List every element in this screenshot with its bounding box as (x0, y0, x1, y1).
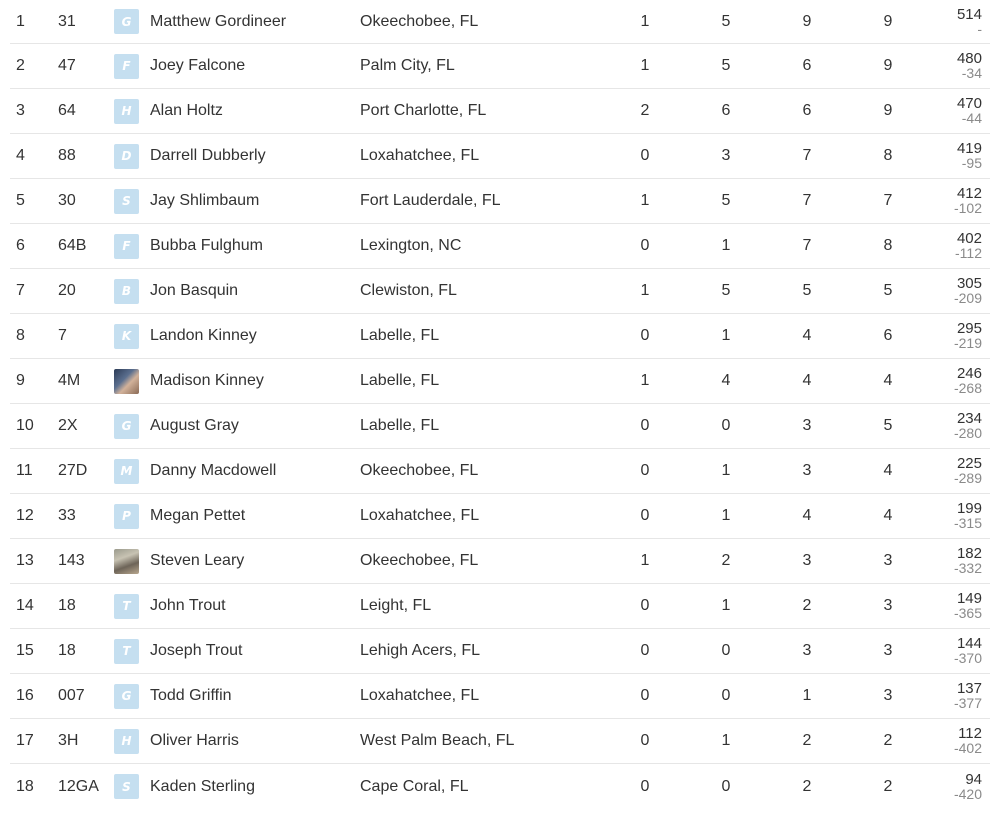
points-cell (954, 539, 982, 583)
car-number-cell: 18 (58, 642, 76, 659)
points-cell (957, 134, 982, 178)
table-row[interactable] (10, 494, 990, 539)
table-row[interactable] (10, 764, 990, 809)
stat-cell-4: 6 (883, 327, 893, 344)
points-total: 199 (956, 500, 982, 517)
position-cell: 17 (16, 732, 34, 749)
table-row[interactable] (10, 404, 990, 449)
avatar[interactable]: K (114, 324, 139, 349)
driver-name[interactable]: Jay Shlimbaum (150, 192, 260, 209)
stat-cell-4: 5 (883, 282, 893, 299)
table-row[interactable] (10, 449, 990, 494)
points-behind: -315 (953, 515, 982, 531)
stat-cell-4: 8 (883, 147, 893, 164)
stat-cell-2: 5 (721, 192, 731, 209)
stat-cell-2: 3 (721, 147, 731, 164)
stat-cell-3: 2 (802, 732, 812, 749)
stat-cell-3: 2 (802, 597, 812, 614)
stat-cell-4: 9 (883, 102, 893, 119)
hometown-cell: Lexington, NC (360, 237, 462, 254)
points-behind: - (977, 20, 982, 37)
avatar[interactable]: G (114, 9, 139, 34)
avatar-cell (114, 0, 139, 43)
position-cell: 5 (16, 192, 25, 209)
hometown-cell: Leight, FL (360, 597, 432, 614)
points-behind: -365 (953, 605, 982, 621)
car-number-cell: 31 (58, 12, 76, 30)
avatar[interactable] (114, 549, 139, 574)
stat-cell-3: 7 (802, 192, 812, 209)
stat-cell-3: 7 (802, 237, 812, 254)
avatar-cell (114, 224, 139, 268)
points-total: 246 (956, 365, 982, 382)
position-cell: 6 (16, 237, 25, 254)
stat-cell-4: 5 (883, 417, 893, 434)
driver-name[interactable]: Joseph Trout (150, 642, 243, 659)
hometown-cell: Cape Coral, FL (360, 777, 469, 795)
table-row[interactable] (10, 719, 990, 764)
table-row[interactable] (10, 224, 990, 269)
driver-name[interactable]: Steven Leary (150, 552, 245, 569)
points-total: 149 (956, 590, 982, 607)
driver-name[interactable]: Landon Kinney (150, 327, 257, 344)
stat-cell-2: 2 (721, 552, 731, 569)
points-behind: -219 (953, 335, 982, 351)
points-total: 305 (956, 275, 982, 292)
points-total: 112 (958, 725, 982, 742)
stat-cell-1: 0 (640, 777, 650, 795)
points-cell (957, 0, 982, 43)
stat-cell-1: 0 (640, 597, 650, 614)
avatar[interactable]: B (114, 279, 139, 304)
points-total: 94 (965, 770, 982, 788)
points-total: 419 (956, 140, 982, 157)
avatar[interactable]: G (114, 684, 139, 709)
avatar[interactable]: T (114, 594, 139, 619)
driver-name[interactable]: Darrell Dubberly (150, 147, 266, 164)
table-row[interactable] (10, 179, 990, 224)
stat-cell-1: 0 (640, 237, 650, 254)
avatar-cell (114, 539, 139, 583)
hometown-cell: Clewiston, FL (360, 282, 457, 299)
stat-cell-1: 1 (640, 552, 650, 569)
avatar-cell (114, 179, 139, 223)
position-cell: 18 (16, 777, 34, 795)
points-cell (954, 449, 982, 493)
stat-cell-1: 1 (640, 57, 650, 74)
avatar-cell (114, 449, 139, 493)
stat-cell-2: 1 (721, 732, 731, 749)
stat-cell-3: 6 (802, 102, 812, 119)
hometown-cell: Loxahatchee, FL (360, 507, 480, 524)
stat-cell-1: 0 (640, 147, 650, 164)
points-cell (954, 764, 982, 809)
stat-cell-1: 1 (640, 372, 650, 389)
car-number-cell: 88 (58, 147, 76, 164)
stat-cell-2: 0 (721, 687, 731, 704)
table-row[interactable] (10, 269, 990, 314)
car-number-cell: 3H (58, 732, 79, 749)
stat-cell-3: 3 (802, 462, 812, 479)
points-total: 514 (956, 5, 982, 23)
stat-cell-1: 0 (640, 642, 650, 659)
points-cell (954, 629, 982, 673)
stat-cell-2: 1 (721, 237, 731, 254)
hometown-cell: Okeechobee, FL (360, 552, 479, 569)
driver-name[interactable]: Todd Griffin (150, 687, 232, 704)
avatar[interactable]: S (114, 189, 139, 214)
position-cell: 7 (16, 282, 25, 299)
avatar[interactable]: H (114, 729, 139, 754)
car-number-cell: 18 (58, 597, 76, 614)
avatar-cell (114, 674, 139, 718)
stat-cell-2: 1 (721, 507, 731, 524)
points-total: 182 (956, 545, 982, 562)
points-cell (955, 224, 982, 268)
hometown-cell: Lehigh Acers, FL (360, 642, 481, 659)
stat-cell-2: 0 (721, 642, 731, 659)
table-row[interactable] (10, 89, 990, 134)
points-total: 402 (956, 230, 982, 247)
stat-cell-2: 5 (721, 282, 731, 299)
position-cell: 3 (16, 102, 25, 119)
position-cell: 12 (16, 507, 34, 524)
stat-cell-4: 4 (883, 462, 893, 479)
points-cell (954, 359, 982, 403)
stat-cell-2: 1 (721, 462, 731, 479)
stat-cell-3: 5 (802, 282, 812, 299)
driver-name[interactable]: Jon Basquin (150, 282, 239, 299)
car-number-cell: 47 (58, 57, 76, 74)
stat-cell-4: 3 (883, 687, 893, 704)
standings-table (10, 0, 990, 809)
points-total: 295 (956, 320, 982, 337)
points-behind: -289 (953, 470, 982, 486)
avatar-cell (114, 314, 139, 358)
points-cell (954, 584, 982, 628)
table-row[interactable] (10, 359, 990, 404)
table-row[interactable] (10, 584, 990, 629)
stat-cell-1: 0 (640, 462, 650, 479)
avatar-cell (114, 494, 139, 538)
car-number-cell: 64 (58, 102, 76, 119)
avatar-cell (114, 44, 139, 88)
points-cell (954, 494, 982, 538)
table-row[interactable] (10, 314, 990, 359)
avatar[interactable] (114, 369, 139, 394)
hometown-cell: West Palm Beach, FL (360, 732, 515, 749)
hometown-cell: Okeechobee, FL (360, 12, 479, 30)
car-number-cell: 27D (58, 462, 88, 479)
stat-cell-4: 3 (883, 597, 893, 614)
driver-name[interactable]: Danny Macdowell (150, 462, 277, 479)
avatar-cell (114, 404, 139, 448)
points-cell (954, 179, 982, 223)
points-behind: -34 (961, 65, 982, 81)
hometown-cell: Labelle, FL (360, 372, 440, 389)
car-number-cell: 4M (58, 372, 81, 389)
stat-cell-3: 3 (802, 417, 812, 434)
points-behind: -268 (953, 380, 982, 396)
points-behind: -95 (961, 155, 982, 171)
points-behind: -112 (955, 245, 982, 261)
position-cell: 4 (16, 147, 25, 164)
points-cell (954, 404, 982, 448)
stat-cell-4: 4 (883, 372, 893, 389)
car-number-cell: 143 (58, 552, 85, 569)
position-cell: 9 (16, 372, 25, 389)
stat-cell-2: 4 (721, 372, 731, 389)
stat-cell-3: 3 (802, 552, 812, 569)
stat-cell-3: 2 (802, 777, 812, 795)
position-cell: 1 (16, 12, 25, 30)
points-behind: -280 (953, 425, 982, 441)
points-total: 480 (956, 50, 982, 67)
driver-name[interactable]: Kaden Sterling (150, 777, 255, 795)
points-behind: -370 (953, 650, 982, 666)
stat-cell-2: 6 (721, 102, 731, 119)
points-total: 234 (956, 410, 982, 427)
car-number-cell: 64B (58, 237, 87, 254)
stat-cell-4: 4 (883, 507, 893, 524)
points-cell (954, 314, 982, 358)
table-row[interactable] (10, 44, 990, 89)
stat-cell-4: 2 (883, 777, 893, 795)
stat-cell-1: 0 (640, 687, 650, 704)
hometown-cell: Labelle, FL (360, 327, 440, 344)
driver-name[interactable]: Matthew Gordineer (150, 12, 287, 30)
stat-cell-4: 2 (883, 732, 893, 749)
avatar-cell (114, 629, 139, 673)
car-number-cell: 20 (58, 282, 76, 299)
points-cell (957, 89, 982, 133)
driver-name[interactable]: Megan Pettet (150, 507, 246, 524)
stat-cell-2: 1 (721, 597, 731, 614)
stat-cell-4: 3 (883, 642, 893, 659)
driver-name[interactable]: Joey Falcone (150, 57, 246, 74)
stat-cell-1: 0 (640, 507, 650, 524)
table-row[interactable] (10, 134, 990, 179)
car-number-cell: 33 (58, 507, 76, 524)
avatar[interactable]: G (114, 414, 139, 439)
points-behind: -377 (953, 695, 982, 711)
driver-name[interactable]: John Trout (150, 597, 226, 614)
stat-cell-1: 2 (640, 102, 650, 119)
points-cell (957, 44, 982, 88)
points-behind: -209 (953, 290, 982, 306)
avatar[interactable]: S (114, 774, 139, 799)
position-cell: 13 (16, 552, 34, 569)
points-behind: -402 (953, 740, 982, 756)
stat-cell-4: 9 (883, 57, 893, 74)
table-row[interactable] (10, 674, 990, 719)
points-total: 137 (956, 680, 982, 697)
stat-cell-1: 0 (640, 417, 650, 434)
hometown-cell: Labelle, FL (360, 417, 440, 434)
points-total: 144 (956, 635, 982, 652)
car-number-cell: 12GA (58, 777, 99, 795)
points-behind: -332 (953, 560, 982, 576)
driver-name[interactable]: August Gray (150, 417, 239, 434)
avatar-cell (114, 584, 139, 628)
stat-cell-3: 4 (802, 372, 812, 389)
points-total: 470 (956, 95, 982, 112)
hometown-cell: Fort Lauderdale, FL (360, 192, 501, 209)
driver-name[interactable]: Madison Kinney (150, 372, 264, 389)
stat-cell-2: 5 (721, 12, 731, 30)
avatar-cell (114, 269, 139, 313)
stat-cell-3: 1 (802, 687, 812, 704)
stat-cell-3: 4 (802, 327, 812, 344)
stat-cell-3: 3 (802, 642, 812, 659)
stat-cell-1: 1 (640, 282, 650, 299)
avatar[interactable]: P (114, 504, 139, 529)
hometown-cell: Port Charlotte, FL (360, 102, 487, 119)
driver-name[interactable]: Oliver Harris (150, 732, 239, 749)
position-cell: 15 (16, 642, 34, 659)
avatar[interactable]: T (114, 639, 139, 664)
stat-cell-4: 8 (883, 237, 893, 254)
avatar[interactable]: H (114, 99, 139, 124)
points-behind: -102 (953, 200, 982, 216)
position-cell: 11 (16, 462, 33, 479)
stat-cell-2: 5 (721, 57, 731, 74)
avatar[interactable]: D (114, 144, 139, 169)
avatar-cell (114, 764, 139, 809)
stat-cell-3: 7 (802, 147, 812, 164)
stat-cell-1: 0 (640, 732, 650, 749)
car-number-cell: 007 (58, 687, 85, 704)
avatar-cell (114, 359, 139, 403)
points-cell (954, 269, 982, 313)
hometown-cell: Loxahatchee, FL (360, 687, 480, 704)
stat-cell-3: 9 (802, 12, 812, 30)
points-cell (954, 674, 982, 718)
avatar-cell (114, 719, 139, 763)
stat-cell-3: 4 (802, 507, 812, 524)
position-cell: 16 (16, 687, 34, 704)
stat-cell-2: 0 (721, 777, 731, 795)
car-number-cell: 2X (58, 417, 78, 434)
table-row[interactable] (10, 0, 990, 44)
stat-cell-4: 9 (883, 12, 893, 30)
avatar[interactable]: F (114, 54, 139, 79)
stat-cell-1: 1 (640, 192, 650, 209)
position-cell: 2 (16, 57, 25, 74)
driver-name[interactable]: Bubba Fulghum (150, 237, 263, 254)
stat-cell-1: 1 (640, 12, 650, 30)
car-number-cell: 7 (58, 327, 67, 344)
driver-name[interactable]: Alan Holtz (150, 102, 223, 119)
avatar[interactable]: F (114, 234, 139, 259)
points-total: 225 (956, 455, 982, 472)
avatar-cell (114, 134, 139, 178)
hometown-cell: Okeechobee, FL (360, 462, 479, 479)
stat-cell-2: 1 (721, 327, 731, 344)
stat-cell-1: 0 (640, 327, 650, 344)
avatar-cell (114, 89, 139, 133)
stat-cell-4: 3 (883, 552, 893, 569)
points-cell (954, 719, 982, 763)
position-cell: 14 (16, 597, 34, 614)
hometown-cell: Palm City, FL (360, 57, 455, 74)
hometown-cell: Loxahatchee, FL (360, 147, 480, 164)
stat-cell-4: 7 (883, 192, 893, 209)
car-number-cell: 30 (58, 192, 76, 209)
points-total: 412 (956, 185, 982, 202)
table-row[interactable] (10, 629, 990, 674)
position-cell: 8 (16, 327, 25, 344)
avatar[interactable]: M (114, 459, 139, 484)
stat-cell-3: 6 (802, 57, 812, 74)
points-behind: -44 (961, 110, 982, 126)
position-cell: 10 (16, 417, 34, 434)
stat-cell-2: 0 (721, 417, 731, 434)
points-behind: -420 (953, 785, 982, 802)
table-row[interactable] (10, 539, 990, 584)
